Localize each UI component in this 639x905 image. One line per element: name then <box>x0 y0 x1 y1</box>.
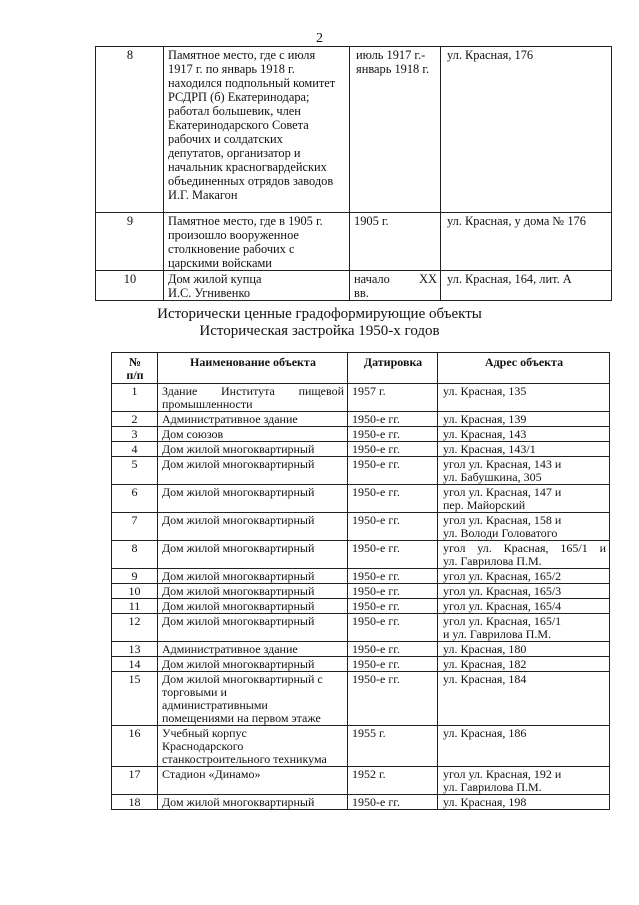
object-address <box>438 767 610 795</box>
cell-line: угол ул. Красная, 165/1 и <box>443 541 606 555</box>
header-address: Адрес объекта <box>438 353 610 384</box>
cell-line: Дом жилой многоквартирный <box>162 569 315 583</box>
object-date: 1950-е гг. <box>348 427 438 442</box>
object-date: 1950-е гг. <box>348 642 438 657</box>
row-number: 6 <box>112 485 158 513</box>
header-num-line2: п/п <box>126 367 144 382</box>
cell-line: ул. Красная, 182 <box>443 657 527 671</box>
object-name <box>158 541 348 569</box>
object-date: 1950-е гг. <box>348 541 438 569</box>
object-date <box>350 213 441 271</box>
cell-line: ул. Бабушкина, 305 <box>443 470 542 484</box>
cell-line: начало XX <box>354 272 437 286</box>
object-date: 1957 г. <box>348 384 438 412</box>
row-number: 8 <box>112 541 158 569</box>
cell-line: ул. Красная, 198 <box>443 795 527 809</box>
table-row <box>112 599 610 614</box>
cell-line: угол ул. Красная, 165/3 <box>443 584 562 598</box>
object-name <box>158 795 348 810</box>
table-row <box>96 47 612 213</box>
row-number: 10 <box>96 271 164 301</box>
object-address: ул. Красная, 176 <box>441 47 612 213</box>
cell-line: И.Г. Макагон <box>168 188 238 202</box>
cell-line: промышленности <box>162 397 253 411</box>
object-address <box>438 614 610 642</box>
cell-line: Памятное место, где в 1905 г. <box>168 214 323 228</box>
cell-line: ул. Красная, 180 <box>443 642 527 656</box>
row-number: 10 <box>112 584 158 599</box>
table-row <box>112 767 610 795</box>
object-address <box>438 457 610 485</box>
object-description <box>164 271 350 301</box>
cell-line: РСДРП (б) Екатеринодара; <box>168 90 310 104</box>
cell-line: депутатов, организатор и <box>168 146 301 160</box>
object-date: 1950-е гг. <box>348 614 438 642</box>
object-date: 1955 г. <box>348 726 438 767</box>
object-name <box>158 726 348 767</box>
cell-line: Дом жилой многоквартирный <box>162 614 315 628</box>
object-name <box>158 569 348 584</box>
object-date <box>350 271 441 301</box>
object-name <box>158 672 348 726</box>
cell-line: вв. <box>354 286 369 300</box>
table-row <box>112 513 610 541</box>
object-date: 1952 г. <box>348 767 438 795</box>
object-address <box>438 584 610 599</box>
row-number: 17 <box>112 767 158 795</box>
object-description <box>164 47 350 213</box>
table-row <box>112 795 610 810</box>
object-name <box>158 657 348 672</box>
object-name <box>158 457 348 485</box>
object-address <box>438 795 610 810</box>
table-row <box>112 412 610 427</box>
cell-line: ул. Красная, 143/1 <box>443 442 536 456</box>
cell-line: угол ул. Красная, 165/2 <box>443 569 562 583</box>
row-number: 2 <box>112 412 158 427</box>
cell-line: Дом жилой многоквартирный <box>162 584 315 598</box>
object-date: 1950-е гг. <box>348 672 438 726</box>
cell-line: Административное здание <box>162 642 298 656</box>
row-number: 3 <box>112 427 158 442</box>
section-subtitle: Историческая застройка 1950-х годов <box>199 323 440 339</box>
cell-line: ул. Володи Головатого <box>443 526 558 540</box>
object-date: 1950-е гг. <box>348 795 438 810</box>
cell-line: начальник красногвардейских <box>168 160 327 174</box>
object-name <box>158 384 348 412</box>
cell-line: помещениями на первом этаже <box>162 711 321 725</box>
table-row <box>112 384 610 412</box>
object-address <box>438 599 610 614</box>
cell-line: июль 1917 г.- <box>356 48 426 62</box>
cell-line: Стадион «Динамо» <box>162 767 261 781</box>
object-date: 1950-е гг. <box>348 442 438 457</box>
object-name <box>158 767 348 795</box>
object-address <box>438 485 610 513</box>
cell-line: угол ул. Красная, 143 и <box>443 457 562 471</box>
cell-line: произошло вооруженное <box>168 228 299 242</box>
cell-line: административными <box>162 698 268 712</box>
cell-line: Дом жилой многоквартирный <box>162 599 315 613</box>
table-row <box>112 584 610 599</box>
object-date: 1950-е гг. <box>348 599 438 614</box>
cell-line: угол ул. Красная, 165/1 <box>443 614 562 628</box>
cell-line: объединенных отрядов заводов <box>168 174 334 188</box>
object-address: ул. Красная, у дома № 176 <box>441 213 612 271</box>
table-row <box>112 672 610 726</box>
cell-line: работал большевик, член <box>168 104 301 118</box>
row-number: 13 <box>112 642 158 657</box>
row-number: 18 <box>112 795 158 810</box>
cell-line: торговыми и <box>162 685 227 699</box>
object-address <box>438 541 610 569</box>
table-row <box>112 614 610 642</box>
cell-line: рабочих и солдатских <box>168 132 283 146</box>
cell-line: Дом жилой многоквартирный <box>162 442 315 456</box>
object-date: 1950-е гг. <box>348 584 438 599</box>
object-name <box>158 642 348 657</box>
cell-line: Дом жилой многоквартирный с <box>162 672 323 686</box>
object-name <box>158 584 348 599</box>
cell-line: Здание Института пищевой <box>162 384 344 398</box>
object-name <box>158 599 348 614</box>
object-date: 1950-е гг. <box>348 412 438 427</box>
header-date: Датировка <box>348 353 438 384</box>
object-address <box>438 657 610 672</box>
cell-line: ул. Красная, 184 <box>443 672 527 686</box>
cell-line: ул. Красная, 186 <box>443 726 527 740</box>
object-name <box>158 427 348 442</box>
cell-line: ул. Гаврилова П.М. <box>443 780 542 794</box>
table-row <box>112 485 610 513</box>
table-row <box>112 642 610 657</box>
object-date: 1950-е гг. <box>348 513 438 541</box>
cell-line: 1905 г. <box>354 214 389 228</box>
cell-line: Дом жилой многоквартирный <box>162 795 315 809</box>
table-row <box>112 541 610 569</box>
row-number: 9 <box>112 569 158 584</box>
cell-line: угол ул. Красная, 165/4 <box>443 599 562 613</box>
object-address <box>438 384 610 412</box>
row-number: 4 <box>112 442 158 457</box>
cell-line: Дом жилой многоквартирный <box>162 513 315 527</box>
object-address: ул. Красная, 164, лит. А <box>441 271 612 301</box>
row-number: 8 <box>96 47 164 213</box>
object-address <box>438 569 610 584</box>
object-name <box>158 513 348 541</box>
object-name <box>158 485 348 513</box>
object-address <box>438 642 610 657</box>
object-address <box>438 672 610 726</box>
object-date: 1950-е гг. <box>348 457 438 485</box>
table-row <box>112 442 610 457</box>
cell-line: январь 1918 г. <box>356 62 430 76</box>
cell-line: угол ул. Красная, 147 и <box>443 485 562 499</box>
object-name <box>158 442 348 457</box>
page-number: 2 <box>316 31 323 46</box>
object-address <box>438 412 610 427</box>
cell-line: Дом жилой многоквартирный <box>162 541 315 555</box>
historic-buildings-table <box>111 352 610 810</box>
object-address <box>438 726 610 767</box>
cell-line: царскими войсками <box>168 256 272 270</box>
section-headings <box>0 306 639 340</box>
row-number: 12 <box>112 614 158 642</box>
object-date: 1950-е гг. <box>348 485 438 513</box>
row-number: 15 <box>112 672 158 726</box>
row-number: 7 <box>112 513 158 541</box>
cell-line: столкновение рабочих с <box>168 242 295 256</box>
header-name: Наименование объекта <box>158 353 348 384</box>
row-number: 9 <box>96 213 164 271</box>
cell-line: Дом жилой многоквартирный <box>162 457 315 471</box>
cell-line: И.С. Угнивенко <box>168 286 251 300</box>
object-date: 1950-е гг. <box>348 569 438 584</box>
row-number: 5 <box>112 457 158 485</box>
cell-line: ул. Красная, 135 <box>443 384 527 398</box>
row-number: 14 <box>112 657 158 672</box>
object-name <box>158 412 348 427</box>
object-description <box>164 213 350 271</box>
row-number: 1 <box>112 384 158 412</box>
object-address <box>438 513 610 541</box>
row-number: 16 <box>112 726 158 767</box>
cell-line: находился подпольный комитет <box>168 76 336 90</box>
table-row <box>112 569 610 584</box>
cell-line: Памятное место, где с июля <box>168 48 316 62</box>
cell-line: ул. Красная, 139 <box>443 412 527 426</box>
table-row <box>112 726 610 767</box>
cell-line: пер. Майорский <box>443 498 526 512</box>
header-num-line1: № <box>128 354 142 369</box>
table-header-row <box>112 353 610 384</box>
table-row <box>96 213 612 271</box>
memorial-places-table <box>95 46 612 301</box>
cell-line: Краснодарского <box>162 739 244 753</box>
cell-line: Дом жилой многоквартирный <box>162 485 315 499</box>
cell-line: и ул. Гаврилова П.М. <box>443 627 552 641</box>
section-title: Исторически ценные градоформирующие объекты <box>157 306 482 322</box>
cell-line: 1917 г. по январь 1918 г. <box>168 62 295 76</box>
row-number: 11 <box>112 599 158 614</box>
cell-line: Дом жилой купца <box>168 272 262 286</box>
header-num <box>112 353 158 384</box>
cell-line: угол ул. Красная, 158 и <box>443 513 562 527</box>
object-address <box>438 442 610 457</box>
cell-line: ул. Гаврилова П.М. <box>443 554 542 568</box>
cell-line: угол ул. Красная, 192 и <box>443 767 562 781</box>
object-address <box>438 427 610 442</box>
table-row <box>112 427 610 442</box>
table-row <box>96 271 612 301</box>
object-date: 1950-е гг. <box>348 657 438 672</box>
object-name <box>158 614 348 642</box>
object-date <box>350 47 441 213</box>
cell-line: Учебный корпус <box>162 726 247 740</box>
cell-line: Дом союзов <box>162 427 224 441</box>
cell-line: станкостроительного техникума <box>162 752 327 766</box>
table-row <box>112 657 610 672</box>
cell-line: Дом жилой многоквартирный <box>162 657 315 671</box>
table-row <box>112 457 610 485</box>
cell-line: Екатеринодарского Совета <box>168 118 309 132</box>
cell-line: Административное здание <box>162 412 298 426</box>
cell-line: ул. Красная, 143 <box>443 427 527 441</box>
